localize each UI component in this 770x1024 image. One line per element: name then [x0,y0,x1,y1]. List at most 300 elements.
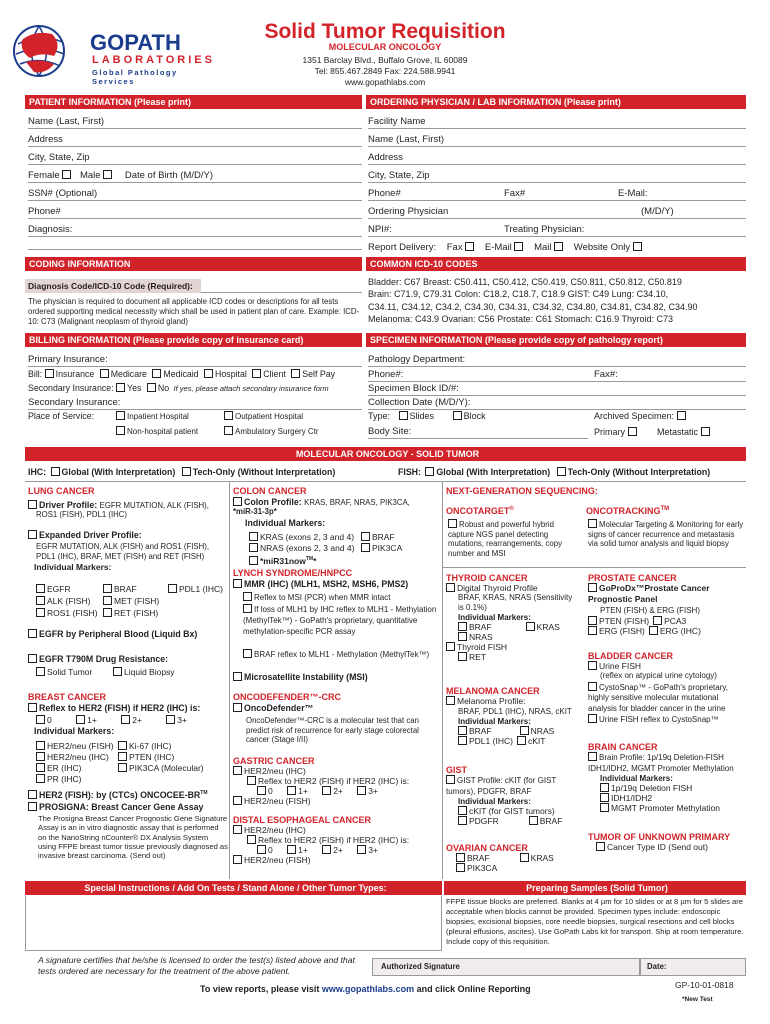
primary-insurance-field[interactable] [28,353,362,367]
oncodefender-option[interactable] [233,703,313,713]
eso-fish-label: HER2/neu (FISH) [244,855,311,865]
breast-score-2-checkbox[interactable] [121,715,132,725]
ovarian-pik-label: PIK3CA [467,863,498,873]
thyroid-digital-option[interactable] [446,583,586,593]
inpatient-label: Inpatient Hospital [127,412,189,421]
colon-pik-label: PIK3CA [372,543,403,553]
colon-mir2-option[interactable]: *miR31now™* [249,554,316,566]
lung-liquid-option[interactable] [113,667,175,677]
oncotracking-title: ONCOTRACKING [586,506,661,516]
gist-ckit-option[interactable] [458,806,586,816]
thyroid-fish-option[interactable] [446,642,586,652]
thyroid-braf-checkbox[interactable] [458,622,469,632]
gist-pdgfr-label: PDGFR [469,816,499,826]
metastatic-checkbox[interactable] [701,427,712,437]
gastric-score-0: 0 [268,786,273,796]
patient-diagnosis-field[interactable] [28,223,362,237]
lab-phone: Tel: 855.467.2849 Fax: 224.588.9941 [314,66,456,76]
bladder-ufr-label: Urine FISH reflex to CystoSnap™ [599,715,719,724]
collection-date-label: Collection Date (M/D/Y): [368,397,471,408]
block-label: Block [463,411,486,421]
colon-kras-option[interactable] [249,532,354,542]
outpatient-option[interactable] [224,411,303,421]
lung-ros1-option[interactable] [36,608,98,618]
eso-score-1-checkbox[interactable] [287,845,298,855]
treating-physician-label: Treating Physician: [504,224,585,235]
ovarian-kras-checkbox[interactable] [520,853,531,863]
signature-field[interactable] [372,958,640,976]
insurance-checkbox[interactable] [45,369,56,379]
eso-reflex-label: Reflex to HER2 (FISH) if HER2 (IHC) is: [258,835,410,845]
colon-section [233,486,441,744]
medicaid-checkbox[interactable] [152,369,163,379]
specimen-phone-label: Phone#: [368,369,404,380]
colon-brafr-option[interactable] [243,649,439,660]
icd-code-field[interactable] [201,292,362,293]
mol-divider [25,481,746,482]
coding-note: The physician is required to document all applicable ICD codes or descriptions for all tests ordered supporting medical necessity which shall be used in patient plan of care. Example: ICD-10: C73 (Malignant neoplasm of thyroid gland) [28,297,360,326]
eso-fish-option[interactable] [233,855,441,865]
icd-code-label: Diagnosis Code/ICD-10 Code (Required): [28,281,193,291]
lung-alk-label: ALK (FISH) [47,596,91,606]
breast-her2f-label: HER2/neu (FISH) [47,741,114,751]
medicare-label: Medicare [110,369,147,379]
lung-expanded-option[interactable] [28,530,228,540]
gastric-score-1-checkbox[interactable] [287,786,298,796]
patient-name-field[interactable] [28,115,362,129]
patient-city-label: City, State, Zip [28,152,90,163]
colon-mmr-option[interactable] [233,579,408,589]
icd-line-4: Melanoma: C43.9 Ovarian: C56 Prostate: C61 Stomach: C16.9 Thyroid: C73 [368,313,673,324]
secondary-no-label: No [157,383,170,393]
archived-label: Archived Specimen: [594,411,675,421]
melanoma-braf-checkbox[interactable] [458,726,469,736]
archived-checkbox[interactable] [677,411,688,421]
lung-markers-heading: Individual Markers: [34,562,112,572]
ordering-date-label: (M/D/Y) [641,206,674,217]
patient-info-bar: PATIENT INFORMATION (Please print) [25,95,362,109]
male-label: Male [79,170,101,181]
secondary-insurance-label-2: Secondary Insurance: [28,397,121,408]
pathology-dept-label: Pathology Department: [368,354,466,365]
eso-score-2-checkbox[interactable] [322,845,333,855]
gist-heading: GIST [446,765,468,775]
physician-address-field[interactable] [368,151,746,165]
delivery-mail-checkbox[interactable] [554,242,565,253]
collection-date-field[interactable] [368,396,746,410]
prostate-pca3-label: PCA3 [664,616,687,626]
prostate-gp-option[interactable] [588,583,738,605]
thyroid-braf-label: BRAF [469,622,492,632]
esophageal-section [233,815,441,865]
gastric-fish-option[interactable] [233,796,441,806]
colon-heading: COLON CANCER [233,486,307,496]
breast-score-2: 2+ [132,715,142,725]
breast-reflex-label: Reflex to HER2 (FISH) if HER2 (IHC) is: [39,703,201,713]
breast-her2i-label: HER2/neu (IHC) [47,752,109,762]
ngs-section [446,486,746,558]
prostate-gp-text: PTEN (FISH) & ERG (FISH) [600,606,700,615]
female-label: Female [28,170,60,181]
delivery-email-checkbox[interactable] [514,242,525,253]
body-site-label: Body Site: [368,426,412,437]
breast-pten-option[interactable] [118,752,174,762]
colon-markers-heading: Individual Markers: [245,518,326,528]
selfpay-label: Self Pay [302,369,336,379]
thyroid-braf-kras [458,622,586,632]
patient-address-label: Address [28,134,63,145]
melanoma-pdl1-checkbox[interactable] [458,736,469,746]
lung-t790-option[interactable] [28,654,168,664]
breast-score-1: 1+ [87,715,97,725]
melanoma-profile-option[interactable] [446,696,586,706]
lung-expanded-text-1: EGFR MUTATION, ALK (FISH) and ROS1 (FISH), [36,542,209,551]
bladder-uf-option[interactable] [588,661,748,671]
brain-idh-option[interactable] [600,793,748,803]
diagnosis-line-2[interactable] [28,249,362,250]
gastric-scores [257,786,441,796]
fish-tech-checkbox[interactable] [557,467,568,477]
oncotarget-title: ONCOTARGET [446,506,510,516]
gastric-ihc-label: HER2/neu (IHC) [244,766,306,776]
breast-pik-option[interactable] [118,763,204,773]
pathology-dept-field[interactable] [368,353,746,367]
brain-profile-option[interactable] [588,752,748,774]
lung-pdl1-option[interactable] [168,584,223,594]
breast-heading: BREAST CANCER [28,692,107,702]
npi-field[interactable] [368,223,746,237]
insurance-label: Insurance [55,369,95,379]
colon-profile-option[interactable] [233,497,441,507]
patient-name-label: Name (Last, First) [28,116,105,127]
breast-pten-label: PTEN (IHC) [129,752,175,762]
gist-braf-label: BRAF [539,816,563,826]
ovarian-heading: OVARIAN CANCER [446,843,528,853]
lab-website: www.gopathlabs.com [344,77,426,87]
patient-phone-field[interactable] [28,205,362,219]
male-checkbox[interactable] [103,170,114,181]
bill-options [28,369,364,379]
lung-driver-option[interactable] [28,500,228,511]
gastric-reflex-option[interactable] [247,776,441,786]
colon-braf-option[interactable] [361,532,395,542]
delivery-website-checkbox[interactable] [633,242,644,253]
gist-ckit-label: cKIT (for GIST tumors) [469,806,555,816]
tup-label: Cancer Type ID (Send out) [607,842,708,852]
gastric-score-0-checkbox[interactable] [257,786,268,796]
specimen-phone-field[interactable] [368,368,746,382]
hospital-label: Hospital [215,369,247,379]
tup-option[interactable] [596,842,748,852]
melanoma-braf-label: BRAF [469,726,492,736]
lung-pb-option[interactable] [28,629,197,639]
ovarian-braf-checkbox[interactable] [456,853,467,863]
ihc-global-checkbox[interactable] [51,467,62,477]
page-subtitle: MOLECULAR ONCOLOGY [328,42,442,52]
colon-mir2-tm: TM [305,556,314,562]
ngs-divider [443,567,746,568]
primary-insurance-label: Primary Insurance: [28,354,108,365]
melanoma-markers-heading: Individual Markers: [458,717,531,726]
ordering-physician-field[interactable] [368,205,746,219]
specimen-block-label: Specimen Block ID/#: [368,383,459,394]
brain-mgmt-option[interactable] [600,803,748,813]
melanoma-profile-text: BRAF, PDL1 (IHC), NRAS, cKIT [458,707,572,716]
lung-solid-option[interactable] [36,667,92,677]
oncotarget-text: Robust and powerful hybrid capture NGS panel detecting mutations, rearrangements, copy number and MSI [448,520,562,558]
icd-line-1: Bladder: C67 Breast: C50.411, C50.412, C50.419, C50.811, C50.812, C50.819 [368,277,682,287]
lung-egfr-option[interactable] [36,584,71,594]
gist-markers-heading: Individual Markers: [458,797,531,806]
eso-score-1: 1+ [298,845,308,855]
diagnosis-label: Diagnosis: [28,224,73,235]
nonhospital-label: Non-hospital patient [127,427,199,436]
eso-scores [257,845,441,855]
breast-ki67-option[interactable] [118,741,172,751]
colon-braf-label: BRAF [372,532,395,542]
selfpay-checkbox[interactable] [291,369,302,379]
bladder-uf-label: Urine FISH [599,661,642,671]
physician-email-label: E-Mail: [618,188,648,199]
brain-profile-label: Brain Profile: 1p/19q Deletion-FISH IDH1/IDH2, MGMT Promoter Methylation [588,753,734,773]
specimen-type-label: Type: [368,411,391,421]
fish-global-label: Global (With Interpretation) [436,467,551,477]
certification-text: A signature certifies that he/she is licensed to order the test(s) listed above and that tests ordered are necessary for the treatment of the above patient. [38,955,355,976]
physician-phone-label: Phone# [368,188,401,199]
specimen-block-field[interactable] [368,382,746,396]
physician-city-field[interactable] [368,169,746,183]
female-checkbox[interactable] [62,170,73,181]
bill-label: Bill: [28,369,43,379]
tup-section [588,832,748,852]
lung-driver-text-2: ROS1 (FISH), PDL1 (IHC) [36,509,127,519]
colon-nras-option[interactable] [249,543,355,553]
prostate-pca3-checkbox[interactable] [653,616,664,626]
colon-mmr-label: MMR (IHC) (MLH1, MSH2, MSH6, PMS2) [244,579,409,589]
secondary-yes-checkbox[interactable] [116,383,127,393]
inpatient-option[interactable] [116,411,189,421]
ordering-physician-label: Ordering Physician [368,206,449,217]
medicare-checkbox[interactable] [100,369,111,379]
gist-profile-label: GIST Profile: cKIT (for GIST tumors), PDGFR, BRAF [446,776,557,796]
icd-list [368,276,748,325]
brain-heading: BRAIN CANCER [588,742,658,752]
icd-line-3: C34.11, C34.12, C34.2, C34.30, C34.31, C34.32, C34.80, C34.81, C34.82, C34.90 [368,301,698,312]
patient-city-field[interactable] [28,151,362,165]
breast-ctc-option[interactable] [28,790,208,800]
colon-msi-option[interactable] [243,592,439,602]
melanoma-ckit-checkbox[interactable] [517,736,528,746]
lung-section [28,486,228,677]
lung-ret-label: RET (FISH) [114,608,159,618]
secondary-note: If yes, please attach secondary insurance form [173,384,329,393]
primary-site-checkbox[interactable] [628,427,639,437]
preparing-samples-text: FFPE tissue blocks are preferred. Blanks at 4 µm for 10 slides or at 8 µm for 5 slides are acceptable when blocks cannot be provided. Specimen types include: endoscopic biopsies, excisional biopsies, core needle biopsies, surgical resections and cell blocks (pleural effusions, ascites). Use GoPath Labs kit for transport. Ship at room temperature. Include copy of this requisition. [446,897,744,946]
body-site-field[interactable] [368,425,588,439]
physician-name-field[interactable] [368,133,746,147]
thyroid-ret-option[interactable] [458,652,586,662]
patient-sex-dob-field[interactable] [28,169,362,183]
thyroid-heading: THYROID CANCER [446,573,528,583]
breast-score-1-checkbox[interactable] [76,715,87,725]
col-divider-2 [442,482,443,879]
logo-main: GOPATH [90,30,181,55]
breast-her2f-option[interactable] [36,741,114,751]
date-field[interactable] [640,958,746,976]
thyroid-nras-option[interactable] [458,632,586,642]
gastric-reflex-label: Reflex to HER2 (FISH) if HER2 (IHC) is: [258,776,410,786]
oncotracking-sup: TM [660,506,670,512]
patient-ssn-field[interactable] [28,187,362,201]
signature-label: Authorized Signature [381,962,460,971]
gastric-score-2-checkbox[interactable] [322,786,333,796]
gastric-score-1: 1+ [298,786,308,796]
eso-score-3: 3+ [368,845,378,855]
eso-score-2: 2+ [333,845,343,855]
breast-reflex-option[interactable] [28,703,228,713]
brain-section [588,742,748,813]
ovarian-section [446,843,586,873]
prostate-erg-label: ERG (FISH) [599,626,645,636]
ovarian-braf-kras [456,853,586,863]
primary-site-label: Primary [594,427,625,437]
client-checkbox[interactable] [252,369,263,379]
breast-score-3-checkbox[interactable] [166,715,177,725]
gist-section [446,765,586,826]
page-title: Solid Tumor Requisition [264,20,506,43]
footer-post: and click Online Reporting [414,984,531,994]
eso-ihc-option[interactable] [233,825,441,835]
colon-mlh-option[interactable] [243,604,439,637]
bladder-cs-label: CystoSnap™ - GoPath's proprietary, highly sensitive molecular mutational analysis for bladder cancer in the urine [588,682,728,713]
thyroid-digital-text: BRAF, KRAS, NRAS (Sensitivity is 0.1%) [458,593,573,612]
colon-kras-label: KRAS (exons 2, 3 and 4) [260,532,355,542]
colon-pik-option[interactable] [361,543,402,553]
special-instructions-field[interactable] [25,896,442,951]
breast-her2i-option[interactable] [36,752,109,762]
breast-score-0-checkbox[interactable] [36,715,47,725]
lung-expanded-text-2: PDL1 (IHC), BRAF, MET (FISH) and RET (FISH) [36,552,205,561]
lung-ret-option[interactable] [103,608,158,618]
melanoma-nras-label: NRAS [530,726,555,736]
bladder-ufr-option[interactable] [588,714,748,726]
delivery-fax-checkbox[interactable] [465,242,476,253]
oncotarget-heading [446,506,514,516]
icd-code-label-box [25,279,201,293]
gist-pdgfr-checkbox[interactable] [458,816,469,826]
lung-braf-option[interactable] [103,584,137,594]
secondary-insurance-field[interactable] [28,396,362,410]
colon-profile-text: KRAS, BRAF, NRAS, PIK3CA, [304,498,410,507]
new-test-note: *New Test [682,996,713,1003]
gastric-section [233,756,441,806]
hospital-checkbox[interactable] [204,369,215,379]
footer-pre: To view reports, please visit [200,984,322,994]
ihc-label: IHC: [28,467,47,477]
prostate-ergi-checkbox[interactable] [649,626,660,636]
colon-msi2-option[interactable] [233,672,368,682]
gastric-ihc-option[interactable] [233,766,441,776]
thyroid-kras-checkbox[interactable] [526,622,537,632]
lung-driver-text: EGFR MUTATION, ALK (FISH), [99,501,209,510]
thyroid-markers-heading: Individual Markers: [458,613,531,622]
lung-alk-option[interactable] [36,596,90,606]
secondary-insurance-label: Secondary Insurance: [28,383,114,393]
esophageal-heading: DISTAL ESOPHAGEAL CANCER [233,815,372,825]
asc-option[interactable] [224,426,319,436]
prostate-erg-checkbox[interactable] [588,626,599,636]
place-of-service-label: Place of Service: [28,411,95,421]
lung-egfr-label: EGFR [47,584,71,594]
melanoma-heading: MELANOMA CANCER [446,686,540,696]
physician-name-label: Name (Last, First) [368,134,445,145]
secondary-no-checkbox[interactable] [147,383,158,393]
facility-label: Facility Name [368,116,426,127]
melanoma-section [446,686,586,746]
bladder-heading: BLADDER CANCER [588,651,673,661]
breast-prosigna-option[interactable] [28,802,203,812]
delivery-email-label: E-Mail [484,242,512,253]
breast-score-0: 0 [47,715,52,725]
icd-line-2: Brain: C71.9, C79.31 Colon: C18.2, C18.7, C18.9 GIST: C49 Lung: C34.10, [368,289,669,300]
breast-prosigna-label: PROSIGNA: Breast Cancer Gene Assay [39,802,204,812]
bladder-section [588,651,748,726]
nonhospital-option[interactable] [116,426,198,436]
ihc-tech-checkbox[interactable] [182,467,193,477]
lung-met-label: MET (FISH) [114,596,160,606]
brain-del-option[interactable] [600,783,748,793]
physician-city-label: City, State, Zip [368,170,430,181]
ovarian-pik-option[interactable] [456,863,586,873]
prostate-pten-checkbox[interactable] [588,616,599,626]
footer-link[interactable]: www.gopathlabs.com [321,984,415,994]
oncotracking-option[interactable] [588,519,746,549]
lung-heading: LUNG CANCER [28,486,95,496]
physician-info-bar: ORDERING PHYSICIAN / LAB INFORMATION (Please print) [366,95,746,109]
gastric-score-3-checkbox[interactable] [357,786,368,796]
breast-pr-option[interactable] [36,774,81,784]
patient-phone-label: Phone# [28,206,61,217]
fish-global-checkbox[interactable] [425,467,436,477]
date-label: Date: [647,962,667,971]
colon-msi-label: Reflex to MSI (PCR) when MMR intact [254,593,391,602]
secondary-insurance-row [28,383,364,393]
oncotarget-sup: ® [509,506,514,512]
lung-ros1-label: ROS1 (FISH) [47,608,98,618]
melanoma-nras-checkbox[interactable] [520,726,531,736]
gastric-score-3: 3+ [368,786,378,796]
oncotarget-option[interactable] [448,519,578,558]
eso-score-3-checkbox[interactable] [357,845,368,855]
breast-er-option[interactable] [36,763,81,773]
eso-score-0-checkbox[interactable] [257,845,268,855]
bladder-cs-option[interactable] [588,682,746,715]
report-delivery-label: Report Delivery: [368,242,437,253]
prostate-gp-label: GoProDx™Prostate Cancer Prognostic Panel [588,583,710,604]
slides-checkbox[interactable] [399,411,410,421]
physician-contact-field[interactable] [368,187,746,201]
thyroid-kras-label: KRAS [536,622,560,632]
lung-met-option[interactable] [103,596,159,606]
col-divider-1 [229,482,230,879]
block-checkbox[interactable] [453,411,464,421]
specimen-type-row [368,411,746,421]
eso-reflex-option[interactable] [247,835,441,845]
patient-address-field[interactable] [28,133,362,147]
gist-braf-checkbox[interactable] [529,816,540,826]
gist-profile-option[interactable] [446,775,580,797]
facility-field[interactable] [368,115,746,129]
